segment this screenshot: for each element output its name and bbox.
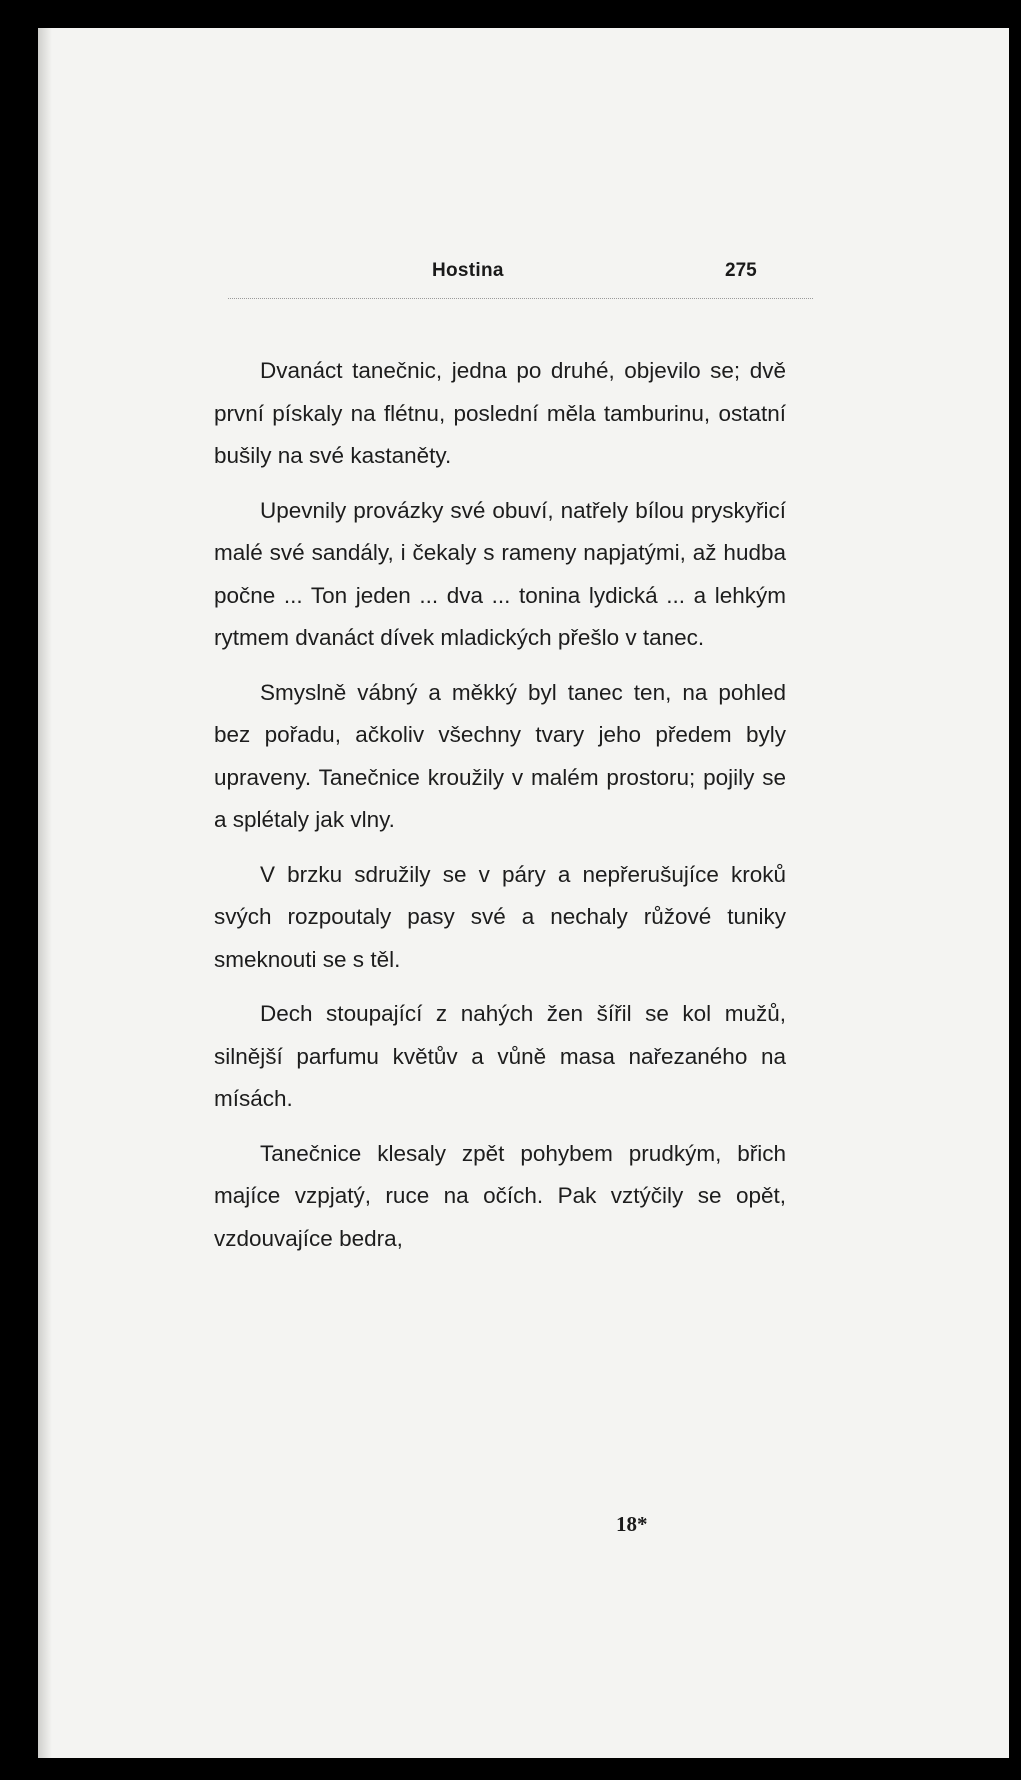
- paragraph: Smyslně vábný a měkký byl tanec ten, na pohled bez pořadu, ačkoliv všechny tvary jeho předem byly upraveny. Tanečnice kroužily v malém prostoru; pojily se a splétaly jak vlny.: [214, 679, 786, 832]
- paragraph: Tanečnice klesaly zpět pohybem prudkým, břich majíce vzpjatý, ruce na očích. Pak vztýčily se opět, vzdouvajíce bedra,: [214, 1140, 786, 1251]
- paragraph: V brzku sdružily se v páry a nepřerušujíce kroků svých rozpoutaly pasy své a nechaly růžové tuniky smeknouti se s těl.: [214, 861, 786, 972]
- paragraph: Dvanáct tanečnic, jedna po druhé, objevilo se; dvě první pískaly na flétnu, poslední měla tamburinu, ostatní bušily na své kastaněty.: [214, 358, 786, 468]
- signature-mark: 18*: [616, 1512, 648, 1536]
- paragraph: Upevnily provázky své obuví, natřely bílou pryskyřicí malé své sandály, i čekaly s rameny napjatými, až hudba počne ... Ton jeden ... dva ... tonina lydická ... a lehkým rytmem dvanáct dívek mladických přešlo v tanec.: [214, 497, 786, 650]
- body-text: [214, 350, 786, 1272]
- header-rule: [228, 298, 813, 299]
- running-title: Hostina: [432, 260, 504, 281]
- book-page: [38, 28, 1009, 1758]
- page-header: [38, 260, 1009, 300]
- paragraph: Dech stoupající z nahých žen šířil se kol mužů, silnější parfumu květův a vůně masa nařezaného na mísách.: [214, 1001, 786, 1111]
- page-number: 275: [725, 260, 757, 281]
